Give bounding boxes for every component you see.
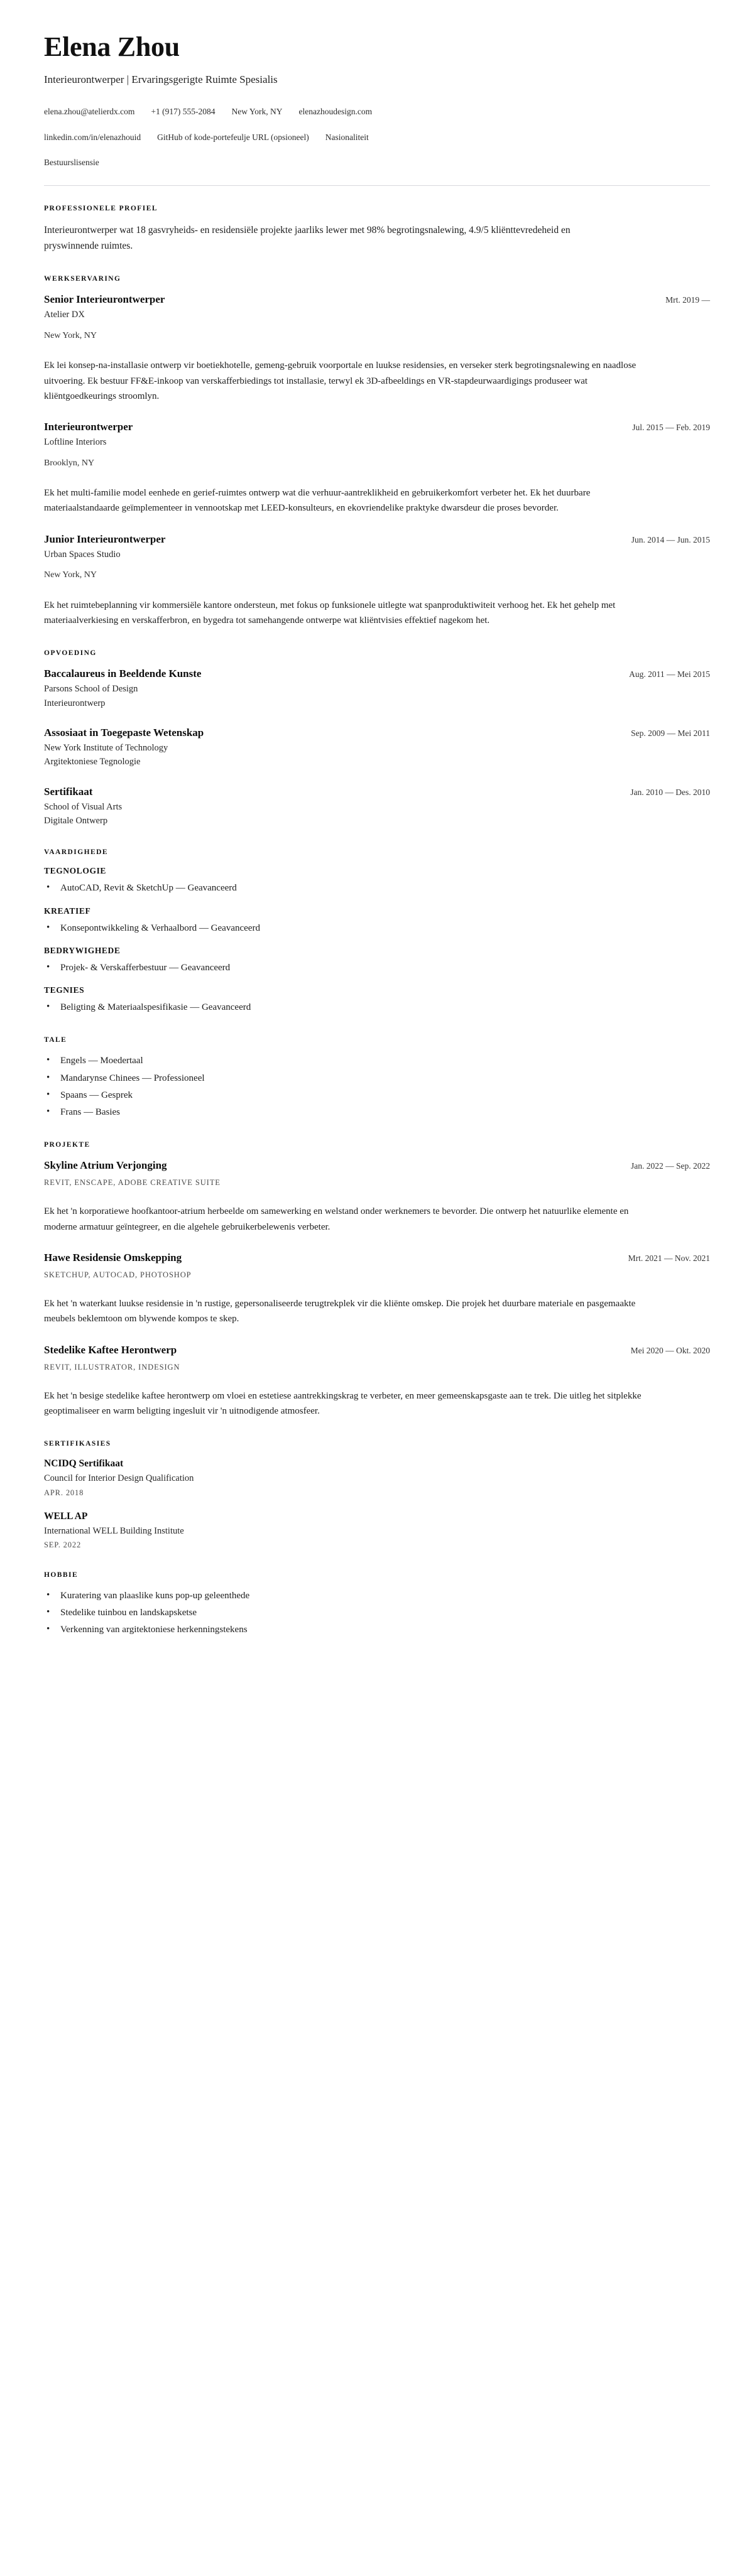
school-name: New York Institute of Technology bbox=[44, 743, 168, 754]
hobby-item: • Verkenning van argitektoniese herkenningstekens bbox=[44, 1623, 710, 1637]
project-date-range: Mei 2020 — Okt. 2020 bbox=[630, 1345, 710, 1355]
job-title: Senior Interieurontwerper bbox=[44, 293, 165, 306]
project-description: Ek het 'n korporatiewe hoofkantoor-atrium herbeelde om samewerking en welstand onder werknemers te bevorder. Die ontwerp het natuurlike elemente en moderne armatuur geïntegreer, en die algehele gebruikerbelewenis verbeter. bbox=[44, 1206, 629, 1232]
section-work-experience bbox=[44, 275, 710, 628]
degree-date-range: Sep. 2009 — Mei 2011 bbox=[631, 728, 710, 738]
job-company: Atelier DX bbox=[44, 310, 85, 320]
skill-list bbox=[44, 961, 710, 975]
skill-group bbox=[44, 985, 710, 1015]
skill-list bbox=[44, 921, 710, 936]
section-hobbies bbox=[44, 1571, 710, 1638]
job-location: Brooklyn, NY bbox=[44, 458, 95, 468]
contact-website[interactable]: elenazhoudesign.com bbox=[298, 107, 373, 117]
language-list bbox=[44, 1054, 710, 1120]
section-projects bbox=[44, 1141, 710, 1419]
degree-title: Assosiaat in Toegepaste Wetenskap bbox=[44, 726, 204, 739]
project-name: Skyline Atrium Verjonging bbox=[44, 1159, 167, 1172]
skill-item: • Projek- & Verskafferbestuur — Geavanceerd bbox=[44, 961, 710, 975]
education-entry bbox=[44, 726, 710, 769]
contact-row-tertiary bbox=[44, 156, 710, 169]
job-date-range: Jul. 2015 — Feb. 2019 bbox=[632, 423, 710, 433]
school-name: Parsons School of Design bbox=[44, 684, 138, 695]
section-education bbox=[44, 649, 710, 827]
section-certifications bbox=[44, 1440, 710, 1549]
certification-date: SEP. 2022 bbox=[44, 1540, 82, 1549]
hobby-item: • Kuratering van plaaslike kuns pop-up geleenthede bbox=[44, 1589, 710, 1603]
contact-email[interactable]: elena.zhou@atelierdx.com bbox=[44, 107, 135, 117]
education-entry-header bbox=[44, 726, 710, 740]
job-location: New York, NY bbox=[44, 570, 97, 580]
field-of-study: Argitektoniese Tegnologie bbox=[44, 757, 141, 767]
candidate-name: Elena Zhou bbox=[44, 31, 180, 62]
project-tech-stack: REVIT, ILLUSTRATOR, INDESIGN bbox=[44, 1362, 180, 1372]
contact-github[interactable]: GitHub of kode-portefeulje URL (opsioneel) bbox=[157, 132, 309, 142]
profile-summary-text: Interieurontwerper wat 18 gasvryheids- en residensiële projekte jaarliks lewer met 98% begrotingsnalewing, 4.9/5 kliënttevredeheid en pryswinnende ruimtes. bbox=[44, 225, 571, 252]
experience-entry bbox=[44, 420, 710, 516]
job-description: Ek lei konsep-na-installasie ontwerp vir boetiekhotelle, gemeng-gebruik voorportale en luukse residensies, en verseker sterk begrotingsnalewing en naadlose uitvoering. Ek bestuur FF&E-inkoop van verskafferbiedings tot installasie, terwyl ek 3D-afbeeldings en VR-stapdeurwaardigings produseer wat kliëntgoedkeurings stroomlyn. bbox=[44, 360, 637, 401]
job-date-range: Jun. 2014 — Jun. 2015 bbox=[631, 534, 710, 544]
experience-entry bbox=[44, 293, 710, 404]
certification-name: WELL AP bbox=[44, 1510, 88, 1522]
section-heading-languages: TALE bbox=[44, 1036, 67, 1044]
education-entry-header bbox=[44, 785, 710, 799]
section-heading-certifications: SERTIFIKASIES bbox=[44, 1440, 111, 1448]
section-skills bbox=[44, 848, 710, 1015]
field-of-study: Interieurontwerp bbox=[44, 698, 106, 708]
experience-entry-header bbox=[44, 420, 710, 434]
degree-date-range: Jan. 2010 — Des. 2010 bbox=[630, 787, 710, 797]
certification-entry bbox=[44, 1458, 710, 1497]
job-description: Ek het ruimtebeplanning vir kommersiële kantore ondersteun, met fokus op funksionele uitlegte wat spanproduktiwiteit verhoog het. Ek het gehelp met materiaalverkiesing en verskafferbron, en bygedra tot samehangende ontwerpe wat kliëntvisies effektief nagekom het. bbox=[44, 600, 616, 625]
skill-group-title: KREATIEF bbox=[44, 906, 91, 916]
skill-list bbox=[44, 1000, 710, 1015]
hobby-list bbox=[44, 1589, 710, 1638]
contact-location: New York, NY bbox=[231, 107, 283, 117]
language-item: • Frans — Basies bbox=[44, 1105, 710, 1120]
project-date-range: Jan. 2022 — Sep. 2022 bbox=[631, 1161, 710, 1171]
job-company: Urban Spaces Studio bbox=[44, 549, 121, 560]
job-date-range: Mrt. 2019 — bbox=[665, 295, 710, 305]
education-entry bbox=[44, 785, 710, 828]
header-divider bbox=[44, 185, 710, 186]
skill-group-title: TEGNOLOGIE bbox=[44, 866, 107, 876]
hobby-item: • Stedelike tuinbou en landskapsketse bbox=[44, 1606, 710, 1620]
job-title: Junior Interieurontwerper bbox=[44, 533, 166, 545]
skill-list bbox=[44, 881, 710, 896]
degree-title: Sertifikaat bbox=[44, 785, 93, 798]
education-entry bbox=[44, 667, 710, 710]
project-entry-header bbox=[44, 1343, 710, 1357]
contact-phone[interactable]: +1 (917) 555-2084 bbox=[151, 107, 216, 117]
contact-row-secondary bbox=[44, 131, 710, 144]
job-description: Ek het multi-familie model eenhede en gerief-ruimtes ontwerp wat die verhuur-aantreklikheid en gebruikerkomfort verbeter het. Ek het duurbare materiaalstandaarde geïmplementeer in vennootskap met LEED-konsulteurs, en ekovriendelike praktyke dwarsdeur die proses bevorder. bbox=[44, 488, 591, 514]
certification-date: APR. 2018 bbox=[44, 1488, 84, 1497]
job-company: Loftline Interiors bbox=[44, 437, 107, 448]
project-description: Ek het 'n waterkant luukse residensie in 'n rustige, gepersonaliseerde terugtrekplek vir die kliënte omskep. Die projek het duurbare materiale en pasgemaakte meubels beklemtoon om blywende kompos te skep. bbox=[44, 1299, 636, 1324]
section-languages bbox=[44, 1036, 710, 1120]
resume-header bbox=[44, 33, 710, 169]
degree-title: Baccalaureus in Beeldende Kunste bbox=[44, 668, 202, 680]
project-tech-stack: REVIT, ENSCAPE, ADOBE CREATIVE SUITE bbox=[44, 1178, 221, 1188]
section-heading-profile: PROFESSIONELE PROFIEL bbox=[44, 205, 158, 213]
project-date-range: Mrt. 2021 — Nov. 2021 bbox=[628, 1253, 710, 1264]
contact-nationality: Nasionaliteit bbox=[325, 132, 369, 142]
school-name: School of Visual Arts bbox=[44, 801, 123, 812]
contact-driving-license: Bestuurslisensie bbox=[44, 157, 99, 167]
project-entry bbox=[44, 1343, 710, 1419]
experience-entry-header bbox=[44, 293, 710, 306]
skill-group bbox=[44, 946, 710, 975]
contact-row-primary bbox=[44, 106, 710, 118]
project-entry bbox=[44, 1251, 710, 1327]
skill-group-title: BEDRYWIGHEDE bbox=[44, 945, 121, 955]
project-entry bbox=[44, 1159, 710, 1235]
contact-linkedin[interactable]: linkedin.com/in/elenazhouid bbox=[44, 132, 141, 142]
skill-group bbox=[44, 906, 710, 936]
job-location: New York, NY bbox=[44, 330, 97, 340]
candidate-headline: Interieurontwerper | Ervaringsgerigte Ruimte Spesialis bbox=[44, 73, 278, 86]
project-entry-header bbox=[44, 1159, 710, 1172]
certification-issuer: Council for Interior Design Qualification bbox=[44, 1473, 194, 1484]
experience-entry-header bbox=[44, 533, 710, 546]
language-item: • Spaans — Gesprek bbox=[44, 1088, 710, 1103]
section-heading-education: OPVOEDING bbox=[44, 649, 97, 658]
skill-item: • AutoCAD, Revit & SketchUp — Geavanceerd bbox=[44, 881, 710, 896]
section-heading-experience: WERKSERVARING bbox=[44, 275, 121, 283]
field-of-study: Digitale Ontwerp bbox=[44, 816, 108, 826]
skill-group-title: TEGNIES bbox=[44, 985, 85, 995]
section-heading-projects: PROJEKTE bbox=[44, 1141, 90, 1149]
project-tech-stack: SKETCHUP, AUTOCAD, PHOTOSHOP bbox=[44, 1270, 192, 1280]
degree-date-range: Aug. 2011 — Mei 2015 bbox=[629, 669, 710, 679]
project-name: Hawe Residensie Omskepping bbox=[44, 1252, 182, 1264]
education-entry-header bbox=[44, 667, 710, 681]
job-title: Interieurontwerper bbox=[44, 421, 133, 433]
certification-issuer: International WELL Building Institute bbox=[44, 1525, 184, 1536]
project-entry-header bbox=[44, 1251, 710, 1265]
project-description: Ek het 'n besige stedelike kaftee herontwerp om vloei en estetiese aantrekkingskrag te verbeter, en meer gemeenskapsgaste aan te trek. Die uitleg het sitplekke geoptimaliseer en warm beligting ingesluit vir 'n uitnodigende atmosfeer. bbox=[44, 1390, 642, 1417]
project-name: Stedelike Kaftee Herontwerp bbox=[44, 1343, 177, 1356]
language-item: • Mandarynse Chinees — Professioneel bbox=[44, 1071, 710, 1086]
certification-name: NCIDQ Sertifikaat bbox=[44, 1458, 124, 1469]
skill-item: • Konsepontwikkeling & Verhaalbord — Geavanceerd bbox=[44, 921, 710, 936]
section-professional-profile bbox=[44, 205, 710, 254]
language-item: • Engels — Moedertaal bbox=[44, 1054, 710, 1068]
skill-item: • Beligting & Materiaalspesifikasie — Geavanceerd bbox=[44, 1000, 710, 1015]
skill-group bbox=[44, 866, 710, 896]
section-heading-hobbies: HOBBIE bbox=[44, 1571, 79, 1579]
section-heading-skills: VAARDIGHEDE bbox=[44, 848, 109, 857]
certification-entry bbox=[44, 1510, 710, 1550]
experience-entry bbox=[44, 533, 710, 629]
